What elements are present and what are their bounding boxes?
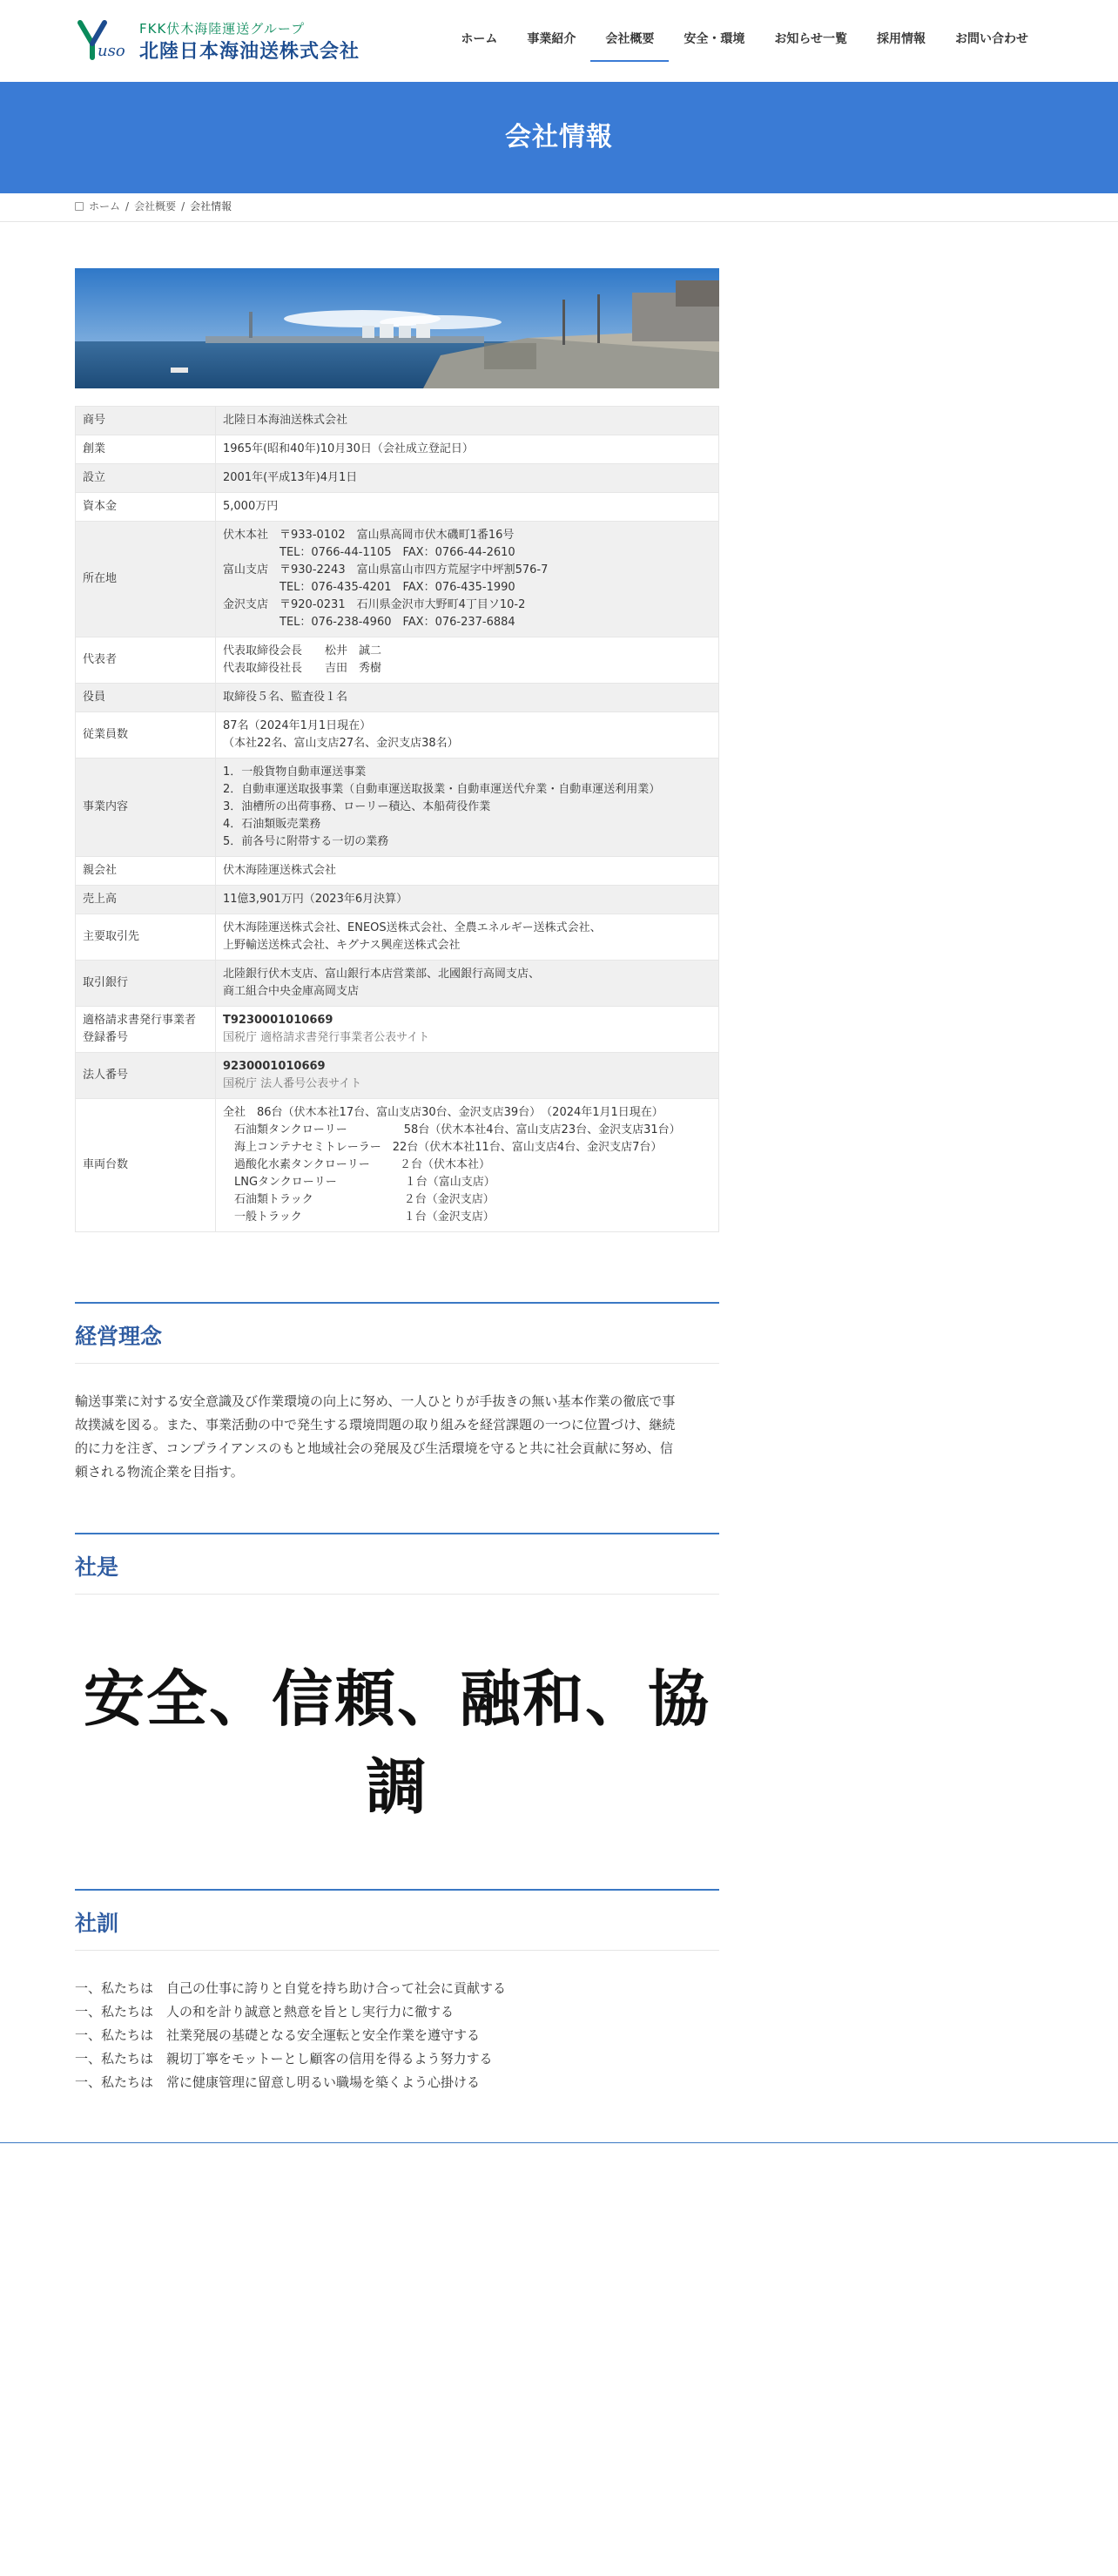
- row-value: 代表取締役会長 松井 誠二 代表取締役社長 吉田 秀樹: [216, 637, 719, 684]
- nav-home[interactable]: ホーム: [461, 32, 498, 46]
- row-label: 所在地: [76, 522, 216, 637]
- row-label: 代表者: [76, 637, 216, 684]
- table-row: [76, 493, 719, 522]
- row-value: 1965年(昭和40年)10月30日（会社成立登記日）: [216, 435, 719, 464]
- company-info-table: [75, 406, 719, 1232]
- row-label: 創業: [76, 435, 216, 464]
- footer-divider: [0, 2142, 1118, 2143]
- row-value: 伏木本社 〒933-0102 富山県高岡市伏木磯町1番16号 TEL：0766-44-1105 FAX：0766-44-2610 富山支店 〒930-2243 富山県富山市四方荒屋字中坪割576-7 TEL：076-435-4201 FAX：076-435-1990 金沢支店 〒920-0231 石川県金沢市大野町4丁目ソ10-2 TEL：076-238-4960 FAX：076-237-6884: [216, 522, 719, 637]
- table-row: [76, 464, 719, 493]
- nav-company[interactable]: 会社概要: [590, 0, 669, 82]
- row-label: 資本金: [76, 493, 216, 522]
- invoice-registry-link[interactable]: 国税庁 適格請求書発行事業者公表サイト: [223, 1031, 430, 1044]
- table-row: [76, 1007, 719, 1053]
- row-value: 1．一般貨物自動車運送事業 2．自動車運送取扱事業（自動車運送取扱業・自動車運送代弁業・自動車運送利用業） 3．油槽所の出荷事務、ローリー積込、本船荷役作業 4．石油類販売業務 5．前各号に附帯する一切の業務: [216, 759, 719, 857]
- row-label: 従業員数: [76, 712, 216, 759]
- row-value: 伏木海陸運送株式会社、ENEOS送株式会社、全農エネルギー送株式会社、 上野輸送送株式会社、キグナス興産送株式会社: [216, 914, 719, 961]
- company-name: 北陸日本海油送株式会社: [139, 40, 360, 63]
- home-icon: [75, 202, 84, 211]
- creed-title: 社訓: [75, 1889, 719, 1951]
- row-value: 取締役５名、監査役１名: [216, 684, 719, 712]
- row-label: 事業内容: [76, 759, 216, 857]
- creed-section: [75, 1889, 719, 2094]
- table-row: [76, 684, 719, 712]
- row-label: 適格請求書発行事業者 登録番号: [76, 1007, 216, 1053]
- group-name: FKK伏木海陸運送グループ: [139, 21, 306, 37]
- breadcrumb-home[interactable]: ホーム: [89, 200, 121, 212]
- row-value: 北陸銀行伏木支店、富山銀行本店営業部、北國銀行高岡支店、 商工組合中央金庫高岡支店: [216, 961, 719, 1007]
- nav-contact[interactable]: お問い合わせ: [955, 32, 1028, 46]
- row-label: 車両台数: [76, 1099, 216, 1232]
- site-header: [0, 0, 1118, 82]
- row-label: 取引銀行: [76, 961, 216, 1007]
- row-label: 主要取引先: [76, 914, 216, 961]
- row-value: 全社 86台（伏木本社17台、富山支店30台、金沢支店39台） （2024年1月1日現在） 石油類タンクローリー 58台（伏木本社4台、富山支店23台、金沢支店31台） 海上コンテナセミトレーラー 22台（伏木本社11台、富山支店4台、金沢支店7台） 過酸化水素タンクローリー ２台（伏木本社） LNGタンクローリー １台（富山支店） 石油類トラック ２台（金沢支店） 一般トラック １台（金沢支店）: [216, 1099, 719, 1232]
- harbor-photo: [75, 268, 719, 388]
- breadcrumb-current: 会社情報: [190, 200, 232, 212]
- table-row: [76, 712, 719, 759]
- philosophy-section: [75, 1302, 719, 1484]
- table-row: [76, 1053, 719, 1099]
- row-value: 87名（2024年1月1日現在） （本社22名、富山支店27名、金沢支店38名）: [216, 712, 719, 759]
- yuso-logo-icon: [75, 17, 129, 64]
- row-label: 親会社: [76, 857, 216, 886]
- breadcrumb: ホーム / 会社概要 / 会社情報: [0, 193, 1118, 222]
- page-title: 会社情報: [505, 122, 613, 152]
- row-label: 法人番号: [76, 1053, 216, 1099]
- row-value: 伏木海陸運送株式会社: [216, 857, 719, 886]
- table-row: [76, 435, 719, 464]
- table-row: [76, 1099, 719, 1232]
- motto-title: 社是: [75, 1533, 719, 1595]
- table-row: [76, 759, 719, 857]
- main-nav: [446, 0, 1043, 82]
- main-content: [75, 268, 719, 2094]
- table-row: [76, 961, 719, 1007]
- nav-recruit[interactable]: 採用情報: [877, 32, 926, 46]
- svg-text:uso: uso: [98, 42, 125, 60]
- row-value: 5,000万円: [216, 493, 719, 522]
- table-row: [76, 637, 719, 684]
- row-label: 商号: [76, 407, 216, 435]
- breadcrumb-company[interactable]: 会社概要: [134, 200, 177, 212]
- creed-text: 一、私たちは 自己の仕事に誇りと自覚を持ち助け合って社会に貢献する 一、私たちは 人の和を計り誠意と熱意を旨とし実行力に徹する 一、私たちは 社業発展の基礎となる安全運転と安全作業を遵守する 一、私たちは 親切丁寧をモットーとし顧客の信用を得るよう努力する 一、私たちは 常に健康管理に留意し明るい職場を築くよう心掛ける: [75, 1980, 507, 2090]
- row-label: 設立: [76, 464, 216, 493]
- table-row: [76, 407, 719, 435]
- row-label: 売上高: [76, 886, 216, 914]
- table-row: [76, 886, 719, 914]
- table-row: [76, 522, 719, 637]
- philosophy-text: 輸送事業に対する安全意識及び作業環境の向上に努め、一人ひとりが手抜きの無い基本作業の徹底で事 故撲滅を図る。また、事業活動の中で発生する環境問題の取り組みを経営課題の一つに位置づけ、継続 的に力を注ぎ、コンプライアンスのもと地域社会の発展及び生活環境を守ると共に社会貢献に努め、信 頼される物流企業を目指す。: [75, 1393, 676, 1480]
- nav-safety[interactable]: 安全・環境: [684, 32, 745, 46]
- table-row: [76, 914, 719, 961]
- company-logo[interactable]: [75, 17, 371, 66]
- row-value: 9230001010669 国税庁 法人番号公表サイト: [216, 1053, 719, 1099]
- corporate-number-link[interactable]: 国税庁 法人番号公表サイト: [223, 1077, 362, 1090]
- table-row: [76, 857, 719, 886]
- row-value: 北陸日本海油送株式会社: [216, 407, 719, 435]
- row-value: T9230001010669 国税庁 適格請求書発行事業者公表サイト: [216, 1007, 719, 1053]
- nav-business[interactable]: 事業紹介: [527, 32, 576, 46]
- row-label: 役員: [76, 684, 216, 712]
- row-value: 2001年(平成13年)4月1日: [216, 464, 719, 493]
- row-value: 11億3,901万円（2023年6月決算）: [216, 886, 719, 914]
- philosophy-title: 経営理念: [75, 1302, 719, 1364]
- page-title-banner: [0, 82, 1118, 193]
- nav-news[interactable]: お知らせ一覧: [774, 32, 847, 46]
- motto-section: [75, 1533, 719, 1826]
- motto-text: 安全、信頼、融和、協調: [84, 1662, 711, 1823]
